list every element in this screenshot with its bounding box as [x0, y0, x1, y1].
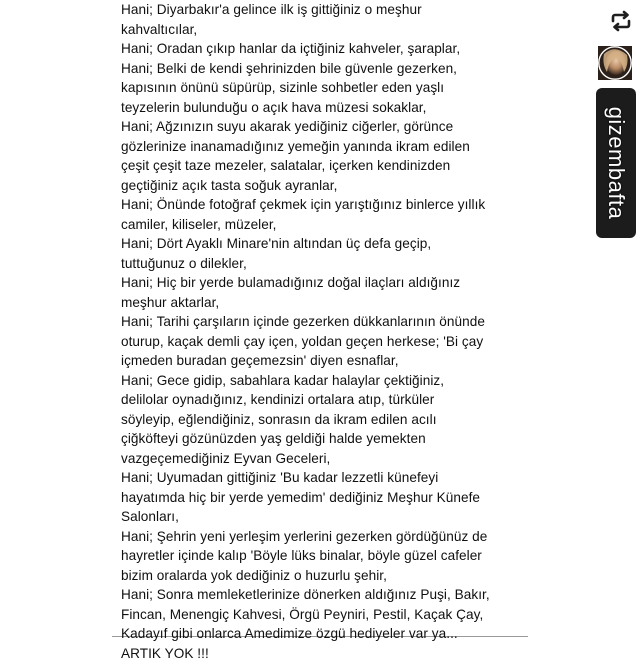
document-line: ARTIK YOK !!!	[121, 644, 525, 663]
document-line: hayretler içinde kalıp 'Böyle lüks binalar, böyle güzel cafeler	[121, 546, 525, 566]
document-line: geçtiğiniz açık tasta soğuk ayranlar,	[121, 176, 525, 196]
document-line: kapısının önünü süpürüp, sizinle sohbetler eden yaşlı	[121, 78, 525, 98]
document-line: Hani; Diyarbakır'a gelince ilk iş gittiğiniz o meşhur	[121, 0, 525, 20]
document-line: içmeden buradan geçemezsin' diyen esnaflar,	[121, 351, 525, 371]
document-line: Kadayıf gibi onlarca Amedimize özgü hediyeler var ya...	[121, 624, 525, 644]
document-line: hayatımda hiç bir yerde yemedim' dediğiniz Meşhur Künefe	[121, 488, 525, 508]
document-line: Salonları,	[121, 507, 525, 527]
avatar	[598, 46, 632, 80]
document-line: camiler, kiliseler, müzeler,	[121, 215, 525, 235]
document-line: Hani; Tarihi çarşıların içinde gezerken dükkanlarının önünde	[121, 312, 525, 332]
document-line: meşhur aktarlar,	[121, 293, 525, 313]
document-line: Fincan, Menengiç Kahvesi, Örgü Peyniri, Pestil, Kaçak Çay,	[121, 605, 525, 625]
document-line: kahvaltıcılar,	[121, 20, 525, 40]
document-line: Hani; Sonra memleketlerinize dönerken aldığınız Puşi, Bakır,	[121, 585, 525, 605]
document-line: Hani; Belki de kendi şehrinizden bile güvenle gezerken,	[121, 59, 525, 79]
document-line: Hani; Dört Ayaklı Minare'nin altından üç defa geçip,	[121, 234, 525, 254]
document-line: delilolar oynadığınız, kendinizi ortalara atıp, türküler	[121, 390, 525, 410]
document-line: Hani; Ağzınızın suyu akarak yediğiniz ciğerler, görünce	[121, 117, 525, 137]
document-line: söyleyip, eğlendiğiniz, sonrasın da ikram edilen acılı	[121, 410, 525, 430]
document-line: vazgeçemediğiniz Eyvan Geceleri,	[121, 449, 525, 469]
username-badge	[596, 88, 636, 238]
username-label: gizembafta	[603, 107, 629, 220]
document-line: oturup, kaçak demli çay içen, yoldan geçen herkese; 'Bi çay	[121, 332, 525, 352]
document-line: çeşit çeşit taze mezeler, salatalar, içerken kendinizden	[121, 156, 525, 176]
document-line: Hani; Önünde fotoğraf çekmek için yarıştığınız binlerce yıllık	[121, 195, 525, 215]
document-line: Hani; Uyumadan gittiğiniz 'Bu kadar lezzetli künefeyi	[121, 468, 525, 488]
repost-icon	[608, 8, 634, 34]
document-line: tuttuğunuz o dilekler,	[121, 254, 525, 274]
document-line: Hani; Oradan çıkıp hanlar da içtiğiniz kahveler, şaraplar,	[121, 39, 525, 59]
document-line: bizim oralarda yok dediğiniz o huzurlu şehir,	[121, 566, 525, 586]
document-text	[121, 0, 525, 663]
document-line: gözlerinize inanamadığınız yemeğin yanında ikram edilen	[121, 137, 525, 157]
document-line: Hani; Hiç bir yerde bulamadığınız doğal ilaçları aldığınız	[121, 273, 525, 293]
document-line: Hani; Şehrin yeni yerleşim yerlerini gezerken gördüğünüz de	[121, 527, 525, 547]
document-line: çiğköfteyi gözünüzden yaş geldiği halde yemekten	[121, 429, 525, 449]
document-line: Hani; Gece gidip, sabahlara kadar halaylar çektiğiniz,	[121, 371, 525, 391]
document-line: teyzelerin bulunduğu o açık hava müzesi sokaklar,	[121, 98, 525, 118]
